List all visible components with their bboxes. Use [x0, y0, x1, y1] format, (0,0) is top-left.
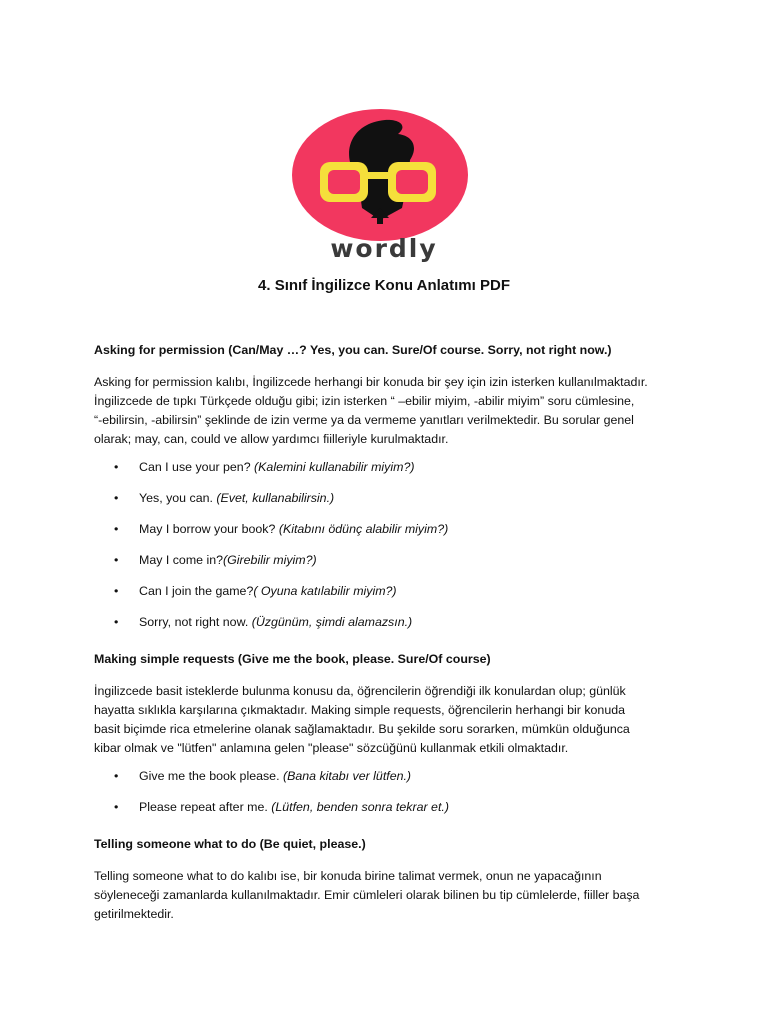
- example-en: May I come in?: [139, 553, 224, 567]
- bullet-icon: •: [114, 615, 119, 629]
- paragraph-line: olarak; may, can, could ve allow yardımcı fiilleriyle kurulmaktadır.: [94, 432, 449, 446]
- paragraph-line: söyleneceği zamanlarda kullanılmaktadır. Emir cümleleri olarak bilinen bu tip cümlelerde, fiiller başa: [94, 888, 640, 902]
- example-tr: ( Oyuna katılabilir miyim?): [253, 584, 397, 598]
- example-en: Give me the book please.: [139, 769, 283, 783]
- bullet-icon: •: [114, 584, 119, 598]
- paragraph-line: “-ebilirsin, -abilirsin” şeklinde de izin verme ya da vermeme yanıtları verilmektedir. Bu sorular genel: [94, 413, 634, 427]
- section-paragraph: [94, 682, 684, 758]
- paragraph-line: Telling someone what to do kalıbı ise, bir konuda birine talimat vermek, onun ne yapacağının: [94, 869, 602, 883]
- list-item: [94, 583, 684, 614]
- example-list: [94, 459, 684, 645]
- section-paragraph: [94, 867, 684, 924]
- list-item: [94, 521, 684, 552]
- example-en: Can I join the game?: [139, 584, 254, 598]
- section-heading: Telling someone what to do (Be quiet, please.): [94, 837, 366, 851]
- example-en: Sorry, not right now.: [139, 615, 252, 629]
- example-tr: (Evet, kullanabilirsin.): [216, 491, 335, 505]
- paragraph-line: Asking for permission kalıbı, İngilizcede herhangi bir konuda bir şey için izin isterken kullanılmaktadır.: [94, 375, 648, 389]
- paragraph-line: İngilizcede basit isteklerde bulunma konusu da, öğrencilerin öğrendiği ilk konulardan olup; günlük: [94, 684, 626, 698]
- example-tr: (Kalemini kullanabilir miyim?): [254, 460, 415, 474]
- bullet-icon: •: [114, 769, 119, 783]
- section-heading: Making simple requests (Give me the book, please. Sure/Of course): [94, 652, 491, 666]
- list-item: [94, 614, 684, 645]
- section-paragraph: [94, 373, 684, 449]
- example-en: Yes, you can.: [139, 491, 217, 505]
- brand-wordmark: wordly: [330, 234, 438, 263]
- example-en: Can I use your pen?: [139, 460, 255, 474]
- list-item: [94, 490, 684, 521]
- example-tr: (Girebilir miyim?): [223, 553, 317, 567]
- paragraph-line: getirilmektedir.: [94, 907, 174, 921]
- example-tr: (Bana kitabı ver lütfen.): [282, 769, 412, 783]
- example-tr: (Üzgünüm, şimdi alamazsın.): [251, 615, 413, 629]
- list-item: [94, 768, 684, 799]
- paragraph-line: İngilizcede de tıpkı Türkçede olduğu gibi; izin isterken “ –ebilir miyim, -abilir miyim” soru cümlesine,: [94, 394, 635, 408]
- document-body: [94, 342, 684, 934]
- example-tr: (Kitabını ödünç alabilir miyim?): [278, 522, 449, 536]
- paragraph-line: hayatta sıklıkla karşılarına çıkmaktadır. Making simple requests, öğrencilerin herhangi bir konuda: [94, 703, 625, 717]
- list-item: [94, 459, 684, 490]
- bullet-icon: •: [114, 491, 119, 505]
- example-en: May I borrow your book?: [139, 522, 279, 536]
- list-item: [94, 552, 684, 583]
- bullet-icon: •: [114, 553, 119, 567]
- page-title: 4. Sınıf İngilizce Konu Anlatımı PDF: [258, 277, 510, 294]
- section-heading: Asking for permission (Can/May …? Yes, you can. Sure/Of course. Sorry, not right now.): [94, 343, 612, 357]
- bullet-icon: •: [114, 522, 119, 536]
- example-list: [94, 768, 684, 830]
- paragraph-line: kibar olmak ve "lütfen" anlamına gelen "please" sözcüğünü kullanmak etkili olmaktadır.: [94, 741, 569, 755]
- example-en: Please repeat after me.: [139, 800, 272, 814]
- bullet-icon: •: [114, 460, 119, 474]
- paragraph-line: basit biçimde rica etmelerine olanak sağlamaktadır. Bu şekilde soru sorarken, mümkün olduğunca: [94, 722, 630, 736]
- bullet-icon: •: [114, 800, 119, 814]
- list-item: [94, 799, 684, 830]
- example-tr: (Lütfen, benden sonra tekrar et.): [271, 800, 449, 814]
